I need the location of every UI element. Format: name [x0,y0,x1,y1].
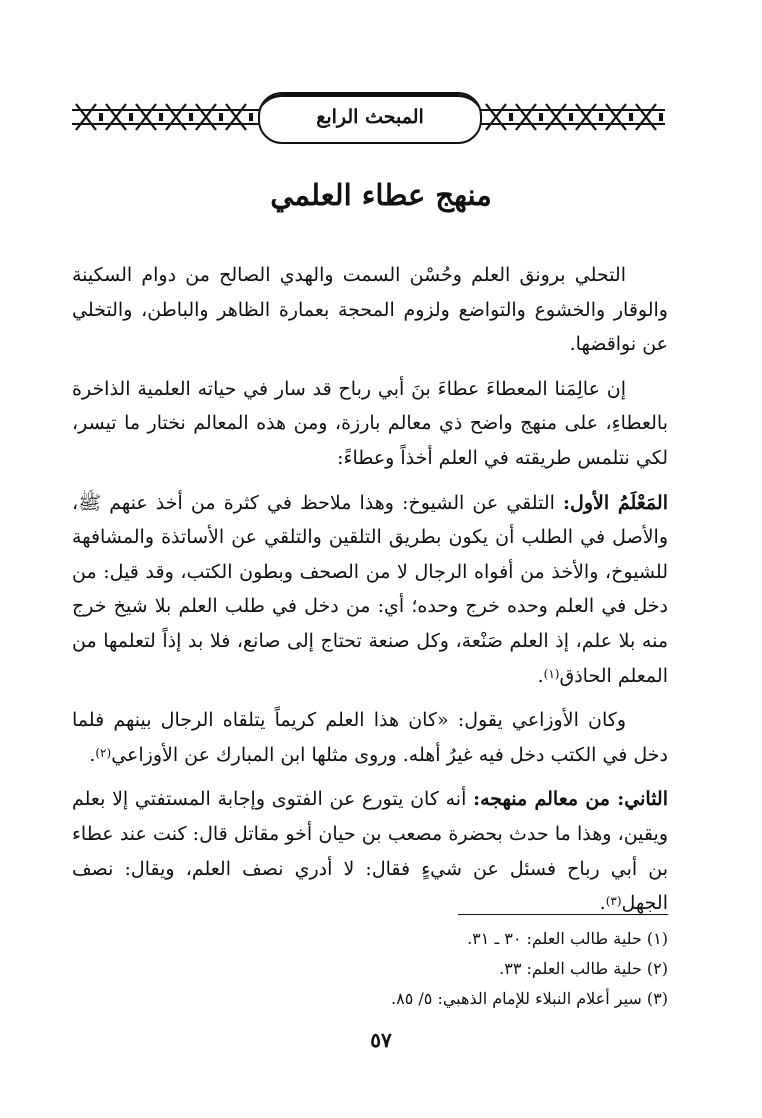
decorative-border-right [480,100,665,134]
footnote-item: (٣) سير أعلام النبلاء للإمام الذهبي: ٥/ ٨٥. [391,989,668,1008]
footnote-ref[interactable]: (٢) [95,745,112,760]
section-label: المبحث الرابع [316,106,424,128]
footnote-ref[interactable]: (١) [543,666,560,681]
footnote-divider [458,914,668,915]
paragraph-tail: . [537,664,544,687]
footnotes [72,924,668,1014]
paragraph-text: أنه كان يتورع عن الفتوى وإجابة المستفتي إلا بعلم ويقين، وهذا ما حدث بحضرة مصعب بن حيان أخو مقاتل قال: كنت عند عطاء بن أبي رباح فسئل عن شيءٍ فقال: لا أدري نصف العلم، ويقال: نصف الجهل [72,788,668,915]
footnote-item: (١) حلية طالب العلم: ٣٠ ـ ٣١. [467,929,668,948]
paragraph-text: وكان الأوزاعي يقول: «كان هذا العلم كريماً يتلقاه الرجال بينهم فلما دخل في الكتب دخل فيه غيرُ أهله. وروى مثلها ابن المبارك عن الأوزاعي [72,709,668,766]
paragraph [72,372,668,476]
page-number: ٥٧ [370,1028,392,1052]
paragraph-text: التلقي عن الشيوخ: وهذا ملاحظ في كثرة من أخذ عنهم ﷺ، والأصل في الطلب أن يكون بطريق التلقين والتلقي عن الأساتذة والمشافهة للشيوخ، والأخذ من أفواه الرجال لا من الصحف وبطون الكتب، وقد قيل: من دخل في العلم وحده خرج وحده؛ أي: من دخل في طلب العلم بلا شيخ خرج منه بلا علم، إذ العلم صَنْعة، وكل صنعة تحتاج إلى صانع، فلا بد إذاً لتعلمها من المعلم الحاذق [72,491,668,687]
paragraph-text: التحلي برونق العلم وحُسْن السمت والهدي الصالح من دوام السكينة والوقار والخشوع والتواضع ولزوم المحجة بعمارة الظاهر والباطن، والتخلي عن نواقضها. [72,264,668,356]
paragraph [72,258,668,362]
paragraph-lead: الثاني: من معالم منهجه: [473,788,669,811]
paragraph-text: إن عالِمَنا المعطاءَ عطاءَ بنَ أبي رباح قد سار في حياته العلمية الذاخرة بالعطاءِ، على منهج واضح ذي معالم بارزة، ومن هذه المعالم نختار ما تيسر، لكي نتلمس طريقته في العلم أخذاً وعطاءً: [72,377,668,469]
footnote-ref[interactable]: (٣) [605,894,622,909]
decorative-border-left [72,100,262,134]
paragraph [72,782,668,920]
footnote-item: (٢) حلية طالب العلم: ٣٣. [499,959,668,978]
paragraph-tail: . [89,743,96,766]
paragraph-lead: المَعْلَمُ الأول: [563,491,668,514]
section-header-box [258,92,482,144]
paragraph-tail: . [599,892,606,915]
chapter-title: منهج عطاء العلمي [270,178,492,212]
body-text [72,258,668,931]
paragraph [72,486,668,694]
paragraph [72,703,668,772]
